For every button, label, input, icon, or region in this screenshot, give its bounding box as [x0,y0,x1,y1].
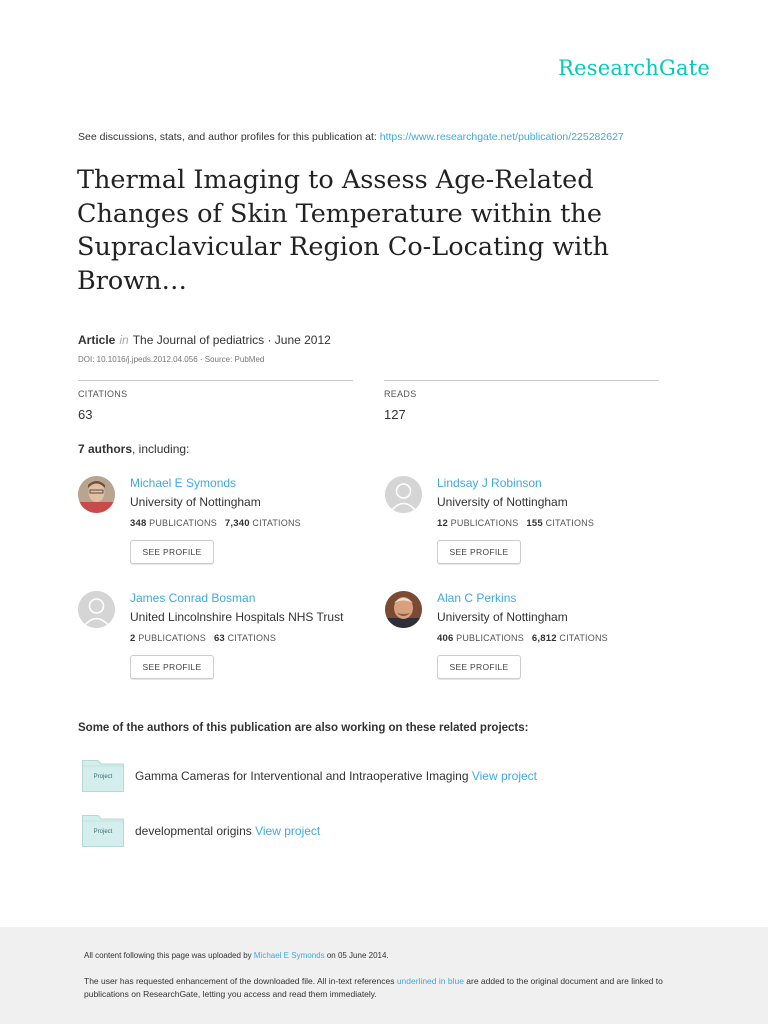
related-projects-heading: Some of the authors of this publication are also working on these related projects: [78,722,529,734]
author-name-link[interactable]: Alan C Perkins [437,591,517,605]
publication-type: Article [78,333,116,347]
publication-url-link[interactable]: https://www.researchgate.net/publication/225282627 [379,131,624,143]
author-institution: University of Nottingham [437,610,568,624]
user-placeholder-icon [78,591,115,628]
authors-heading [78,442,189,456]
publications-label: PUBLICATIONS [138,633,206,643]
author-name-link[interactable]: Michael E Symonds [130,476,237,490]
researchgate-logo[interactable]: ResearchGate [558,56,710,80]
underlined-in-blue-text: underlined in blue [396,976,464,986]
author-card [78,591,378,701]
meta-in-word: in [119,333,129,347]
publications-count: 406 [437,633,454,644]
upload-suffix: on 05 June 2014. [324,951,389,960]
author-institution: United Lincolnshire Hospitals NHS Trust [130,610,344,624]
see-profile-button[interactable]: SEE PROFILE [130,655,214,679]
project-title: Gamma Cameras for Interventional and Intraoperative Imaging [135,769,469,783]
doi-line: DOI: 10.1016/j.jpeds.2012.04.056 · Source: PubMed [78,355,265,364]
author-card [385,591,685,701]
publications-count: 2 [130,633,136,644]
discussion-line [78,131,624,143]
author-avatar[interactable] [385,476,422,513]
author-institution: University of Nottingham [437,495,568,509]
view-project-link[interactable]: View project [471,769,537,783]
authors-count: 7 authors [78,442,133,456]
author-citations-count: 6,812 [531,633,557,644]
project-tag: Project [93,774,113,780]
author-photo-icon [385,591,422,628]
author-citations-count: 63 [213,633,225,644]
author-stats [130,518,301,529]
author-citations-count: 155 [526,518,543,529]
author-citations-count: 7,340 [224,518,250,529]
view-project-link[interactable]: View project [255,824,321,838]
author-photo-icon [78,476,115,513]
project-text [135,824,320,838]
upload-notice [84,951,389,960]
project-text [135,769,537,783]
project-item [82,815,722,849]
publication-meta [78,333,331,347]
project-tag: Project [93,829,113,835]
project-title: developmental origins [135,824,252,838]
note-suffix: are added to the original document and are linked to publications on ResearchGate, letting you access and read them immediately. [84,976,663,999]
user-placeholder-icon [385,476,422,513]
download-footer [0,927,768,1024]
uploader-link[interactable]: Michael E Symonds [253,951,325,960]
author-name-link[interactable]: James Conrad Bosman [130,591,256,605]
see-profile-button[interactable]: SEE PROFILE [130,540,214,564]
project-item [82,760,722,794]
author-name-link[interactable]: Lindsay J Robinson [437,476,542,490]
reads-label: READS [384,389,417,399]
author-avatar[interactable] [385,591,422,628]
project-folder-icon [82,760,124,792]
authors-suffix: , including: [132,442,190,456]
publications-label: PUBLICATIONS [450,518,519,528]
author-stats [130,633,276,644]
author-avatar[interactable] [78,591,115,628]
publications-label: PUBLICATIONS [149,518,217,528]
author-institution: University of Nottingham [130,495,261,509]
publications-count: 12 [437,518,448,529]
author-stats [437,633,608,644]
journal-name: The Journal of pediatrics · June 2012 [132,333,331,347]
see-profile-button[interactable]: SEE PROFILE [437,655,521,679]
upload-prefix: All content following this page was uploaded by [84,951,254,960]
discussion-prefix: See discussions, stats, and author profiles for this publication at: [78,131,380,143]
publications-label: PUBLICATIONS [456,633,524,643]
project-folder-icon [82,815,124,847]
author-card [78,476,378,586]
author-citations-label: CITATIONS [252,518,301,528]
publications-count: 348 [130,518,147,529]
author-stats [437,518,594,529]
citations-value: 63 [78,407,93,422]
citations-stat [78,380,353,422]
see-profile-button[interactable]: SEE PROFILE [437,540,521,564]
citations-label: CITATIONS [78,389,128,399]
author-citations-label: CITATIONS [227,633,277,643]
reads-stat [384,380,659,422]
enhancement-notice [84,975,704,1000]
author-citations-label: CITATIONS [559,633,608,643]
author-card [385,476,685,586]
note-prefix: The user has requested enhancement of the downloaded file. All in-text references [84,976,397,986]
reads-value: 127 [384,407,406,422]
publication-title: Thermal Imaging to Assess Age-Related Changes of Skin Temperature within the Supraclavicular Region Co-Locating with Brown… [77,165,609,296]
author-citations-label: CITATIONS [545,518,595,528]
author-avatar[interactable] [78,476,115,513]
